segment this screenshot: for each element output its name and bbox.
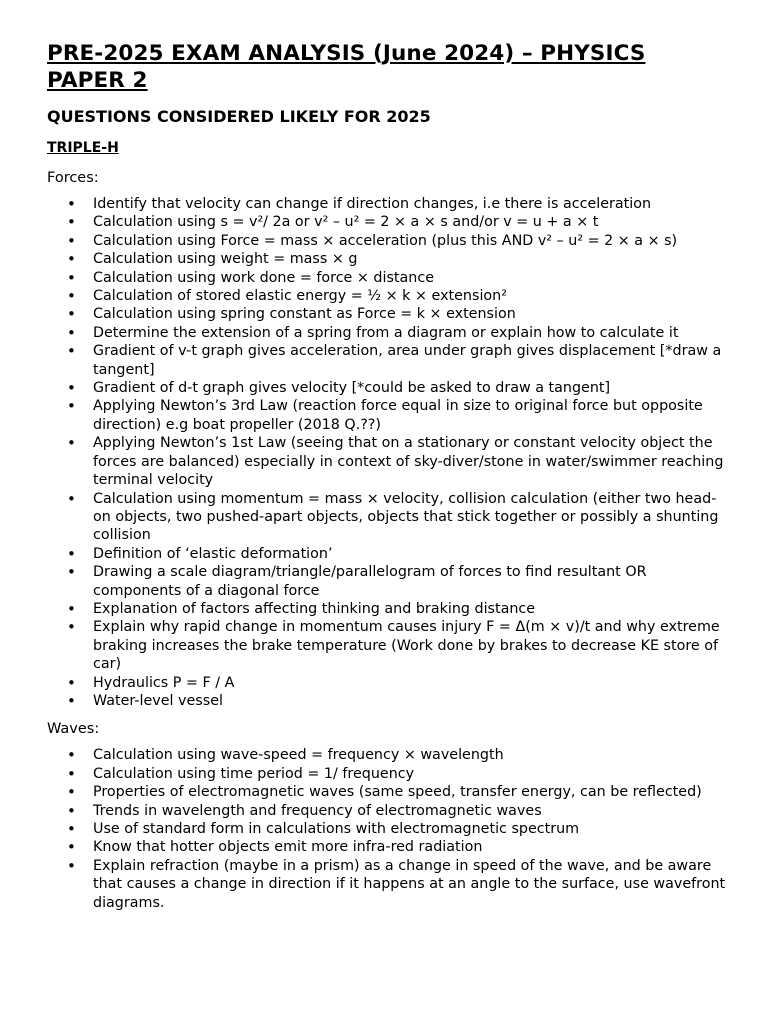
list-item: • Trends in wavelength and frequency of electromagnetic waves xyxy=(93,802,727,820)
list-item: • Drawing a scale diagram/triangle/parallelogram of forces to find resultant OR components of a diagonal force xyxy=(93,563,727,600)
list-item: • Applying Newton’s 1st Law (seeing that on a stationary or constant velocity object the forces are balanced) especially in context of sky-diver/stone in water/swimmer reaching terminal velocity xyxy=(93,434,727,489)
list-item: • Identify that velocity can change if direction changes, i.e there is acceleration xyxy=(93,195,727,213)
document-title: PRE-2025 EXAM ANALYSIS (June 2024) – PHYSICS PAPER 2 xyxy=(47,41,646,93)
list-item: • Explain refraction (maybe in a prism) as a change in speed of the wave, and be aware that causes a change in direction if it happens at an angle to the surface, use wavefront diagrams. xyxy=(93,857,727,912)
list-item: • Determine the extension of a spring from a diagram or explain how to calculate it xyxy=(93,324,727,342)
section-heading: TRIPLE-H xyxy=(47,140,119,156)
list-item: • Calculation using time period = 1/ frequency xyxy=(93,765,727,783)
list-item: • Calculation using Force = mass × acceleration (plus this AND v² – u² = 2 × a × s) xyxy=(93,232,727,250)
list-item: • Gradient of d-t graph gives velocity [*could be asked to draw a tangent] xyxy=(93,379,727,397)
forces-list xyxy=(47,195,727,710)
list-item: • Properties of electromagnetic waves (same speed, transfer energy, can be reflected) xyxy=(93,783,727,801)
list-item: • Applying Newton’s 3rd Law (reaction force equal in size to original force but opposite direction) e.g boat propeller (2018 Q.??) xyxy=(93,397,727,434)
list-item: • Calculation using momentum = mass × velocity, collision calculation (either two head-on objects, two pushed-apart objects, objects that stick together or possibly a shunting collision xyxy=(93,490,727,545)
waves-list xyxy=(47,746,727,912)
list-item: • Definition of ‘elastic deformation’ xyxy=(93,545,727,563)
document-subtitle: QUESTIONS CONSIDERED LIKELY FOR 2025 xyxy=(47,107,431,126)
list-item: • Calculation of stored elastic energy = ½ × k × extension² xyxy=(93,287,727,305)
list-item: • Calculation using weight = mass × g xyxy=(93,250,727,268)
list-item: • Water-level vessel xyxy=(93,692,727,710)
list-item: • Use of standard form in calculations with electromagnetic spectrum xyxy=(93,820,727,838)
document-page xyxy=(47,40,727,912)
waves-label: Waves: xyxy=(47,721,100,738)
list-item: • Gradient of v-t graph gives acceleration, area under graph gives displacement [*draw a tangent] xyxy=(93,342,727,379)
forces-label: Forces: xyxy=(47,170,99,186)
list-item: • Explain why rapid change in momentum causes injury F = Δ(m × v)/t and why extreme braking increases the brake temperature (Work done by brakes to decrease KE store of car) xyxy=(93,618,727,673)
list-item: • Calculation using s = v²/ 2a or v² – u² = 2 × a × s and/or v = u + a × t xyxy=(93,213,727,231)
list-item: • Explanation of factors affecting thinking and braking distance xyxy=(93,600,727,618)
list-item: • Calculation using wave-speed = frequency × wavelength xyxy=(93,746,727,764)
list-item: • Calculation using work done = force × distance xyxy=(93,269,727,287)
list-item: • Calculation using spring constant as Force = k × extension xyxy=(93,305,727,323)
list-item: • Hydraulics P = F / A xyxy=(93,674,727,692)
list-item: • Know that hotter objects emit more infra-red radiation xyxy=(93,838,727,856)
